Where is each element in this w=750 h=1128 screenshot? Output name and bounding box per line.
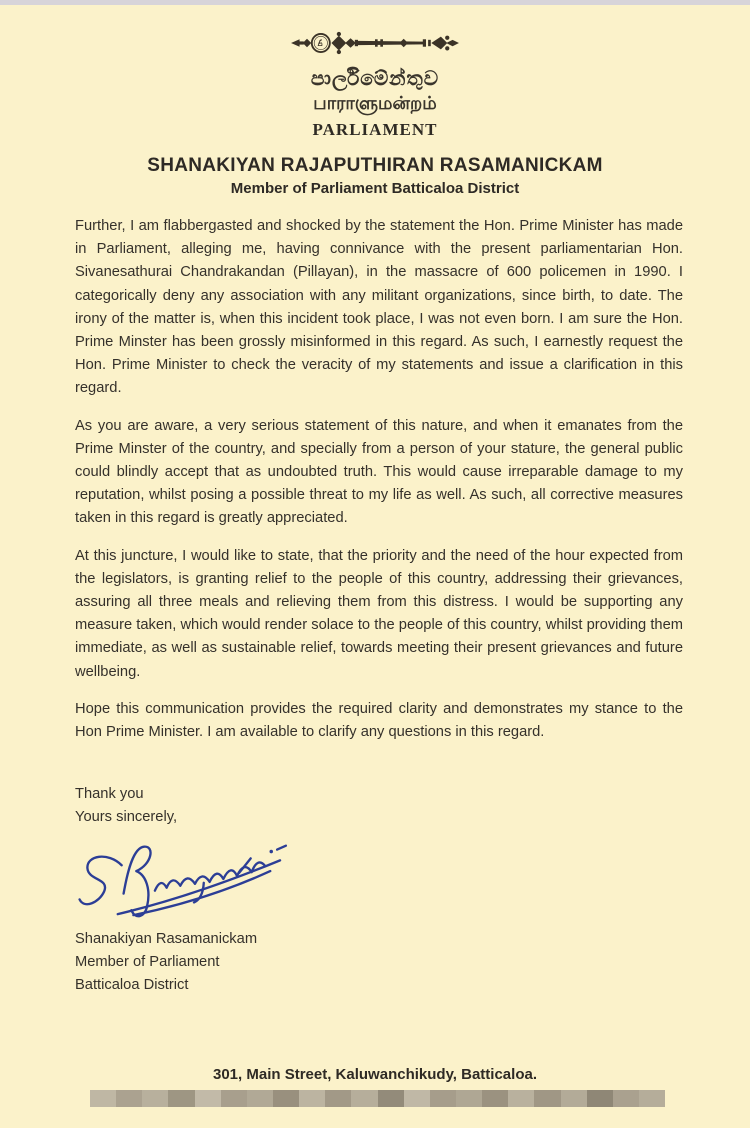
redacted-block — [456, 1090, 482, 1107]
sender-role: Member of Parliament Batticaloa District — [230, 180, 520, 197]
letterhead — [0, 0, 750, 197]
letter-body — [75, 215, 683, 997]
redacted-block — [587, 1090, 613, 1107]
redacted-block — [116, 1090, 142, 1107]
handwritten-signature — [69, 832, 319, 920]
redacted-block — [325, 1090, 351, 1107]
redacted-block — [482, 1090, 508, 1107]
closing — [75, 783, 683, 829]
parliament-title-tamil: பாராளுமன்றம் — [313, 93, 437, 113]
signature-strokes — [80, 845, 286, 915]
redacted-block — [613, 1090, 639, 1107]
sender-name: SHANAKIYAN RAJAPUTHIRAN RASAMANICKAM — [147, 155, 603, 176]
parliament-mace-icon — [290, 26, 460, 60]
signoff-role: Member of Parliament — [75, 953, 220, 970]
scan-top-strip — [0, 0, 750, 5]
footer-address: 301, Main Street, Kaluwanchikudy, Batticaloa. — [213, 1066, 537, 1083]
redacted-contact-bar — [90, 1090, 665, 1107]
redacted-block — [639, 1090, 665, 1107]
signoff-district: Batticaloa District — [75, 977, 189, 994]
paragraph-2: As you are aware, a very serious statement of this nature, and when it emanates from the Prime Minster of the country, and specially from a person of your stature, the general public could blindly accept that as undoubted truth. This would cause irreparable damage to my reputation, whilst posing a possible threat to my life as well. As such, all corrective measures taken in this regard is greatly appreciated. — [75, 417, 683, 527]
paragraph-3: At this juncture, I would like to state, that the priority and the need of the hour expected from the legislators, is granting relief to the people of this country, addressing their grievances, assuring all three meals and relieving them from this distress. I would be supporting any measure taken, which would render solace to the people of this country, whilst providing them immediate, as well as sustainable relief, towards meeting their present grievances and future wellbeing. — [75, 547, 683, 680]
redacted-block — [273, 1090, 299, 1107]
closing-sincerely: Yours sincerely, — [75, 809, 178, 826]
paragraph-1: Further, I am flabbergasted and shocked by the statement the Hon. Prime Minister has made in Parliament, alleging me, having connivance with the present parliamentarian Hon. Sivanesathurai Chandrakandan (Pillayan), in the massacre of 600 policemen in 1990. I categorically deny any association with any militant organizations, since birth, to date. The irony of the matter is, when this incident took place, I was not even born. I am sure the Hon. Prime Minster has been grossly misinformed in this regard. As such, I earnestly request the Hon. Prime Minister to check the veracity of my statements and issue a clarification in this regard. — [75, 218, 683, 397]
redacted-block — [561, 1090, 587, 1107]
signoff-name: Shanakiyan Rasamanickam — [75, 930, 258, 947]
redacted-block — [508, 1090, 534, 1107]
redacted-block — [430, 1090, 456, 1107]
redacted-block — [195, 1090, 221, 1107]
redacted-block — [404, 1090, 430, 1107]
redacted-block — [299, 1090, 325, 1107]
redacted-block — [247, 1090, 273, 1107]
redacted-block — [90, 1090, 116, 1107]
paragraph-4: Hope this communication provides the required clarity and demonstrates my stance to the Hon Prime Minister. I am available to clarify any questions in this regard. — [75, 700, 683, 741]
parliament-title-sinhala: පාර්ලිමේන්තුව — [310, 68, 440, 90]
signoff-block — [75, 928, 683, 998]
parliament-title-english: PARLIAMENT — [312, 120, 438, 139]
redacted-block — [142, 1090, 168, 1107]
redacted-block — [168, 1090, 194, 1107]
closing-thanks: Thank you — [75, 786, 144, 803]
redacted-block — [221, 1090, 247, 1107]
redacted-block — [534, 1090, 560, 1107]
redacted-block — [378, 1090, 404, 1107]
redacted-block — [351, 1090, 377, 1107]
